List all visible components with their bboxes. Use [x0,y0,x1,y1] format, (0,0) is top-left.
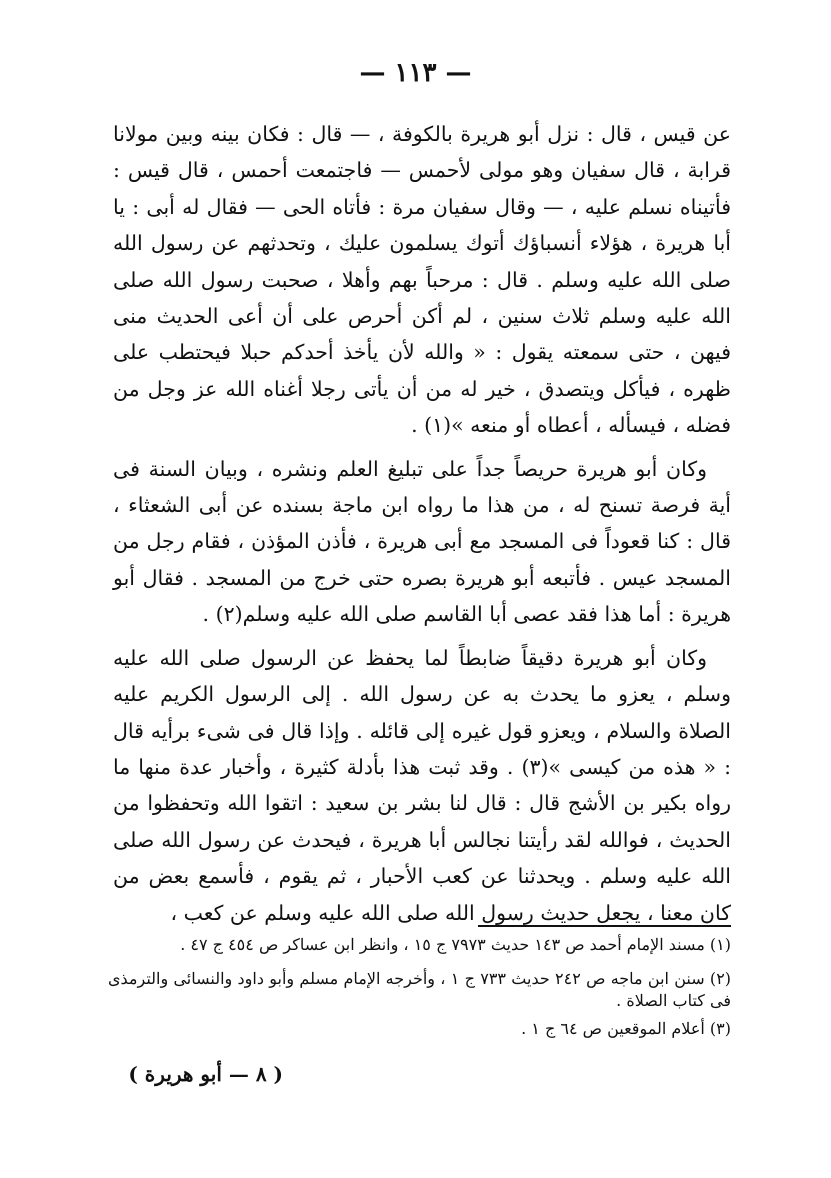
footnote-3: (٣) أعلام الموقعين ص ٦٤ ج ١ . [521,1019,731,1038]
page-number: — ١١٣ — [359,58,472,88]
footnote-divider [478,925,731,927]
signature-mark: ( ٨ — أبو هريرة ) [128,1062,283,1086]
body-text [113,116,731,931]
paragraph-1: عن قيس ، قال : نزل أبو هريرة بالكوفة ، — قال : فكان بينه وبين مولانا قرابة ، قال سفيان وهو مولى لأحمس — فاجتمعت أحمس ، قال قيس : فأتيناه نسلم عليه ، — وقال سفيان مرة : فأتاه الحى — فقال له أبى : يا أبا هريرة ، هؤلاء أنسباؤك أتوك يسلمون عليك ، وتحدثهم عن رسول الله صلى الله عليه وسلم . قال : مرحباً بهم وأهلا ، صحبت رسول الله صلى الله عليه وسلم ثلاث سنين ، لم أكن أحرص على أن أعى الحديث منى فيهن ، حتى سمعته يقول : « والله لأن يأخذ أحدكم حبلا فيحتطب على ظهره ، فيأكل ويتصدق ، خير له من أن يأتى رجلا أغناه الله عز وجل من فضله ، فيسأله ، أعطاه أو منعه »(١) . [113,122,731,438]
paragraph-3: وكان أبو هريرة دقيقاً ضابطاً لما يحفظ عن الرسول صلى الله عليه وسلم ، يعزو ما يحدث به عن رسول الله . إلى الرسول الكريم عليه الصلاة والسلام ، ويعزو قول غيره إلى قائله . وإذا قال فى شىء برأيه قال : « هذه من كيسى »(٣) . وقد ثبت هذا بأدلة كثيرة ، وأخبار عدة منها ما رواه بكير بن الأشج قال : قال لنا بشر بن سعيد : اتقوا الله وتحفظوا من الحديث ، فوالله لقد رأيتنا نجالس أبا هريرة ، فيحدث عن رسول الله صلى الله عليه وسلم . ويحدثنا عن كعب الأحبار ، ثم يقوم ، فأسمع بعض من كان معنا ، يجعل حديث رسول الله صلى الله عليه وسلم عن كعب ، [113,645,731,925]
paragraph-2: وكان أبو هريرة حريصاً جداً على تبليغ العلم ونشره ، وبيان السنة فى أية فرصة تسنح له ، من هذا ما رواه ابن ماجة بسنده عن أبى الشعثاء ، قال : كنا قعوداً فى المسجد مع أبى هريرة ، فأذن المؤذن ، فقام رجل من المسجد عيس . فأتبعه أبو هريرة بصره حتى خرج من المسجد . فقال أبو هريرة : أما هذا فقد عصى أبا القاسم صلى الله عليه وسلم(٢) . [113,456,731,627]
footnote-2: (٢) سنن ابن ماجه ص ٢٤٢ حديث ٧٣٣ ج ١ ، وأخرجه الإمام مسلم وأبو داود والنسائى والترمذى فى كتاب الصلاة . [108,969,732,1010]
footnotes [108,934,731,1040]
footnote-1: (١) مسند الإمام أحمد ص ١٤٣ حديث ٧٩٧٣ ج ١٥ ، وانظر ابن عساكر ص ٤٥٤ ج ٤٧ . [180,935,731,954]
